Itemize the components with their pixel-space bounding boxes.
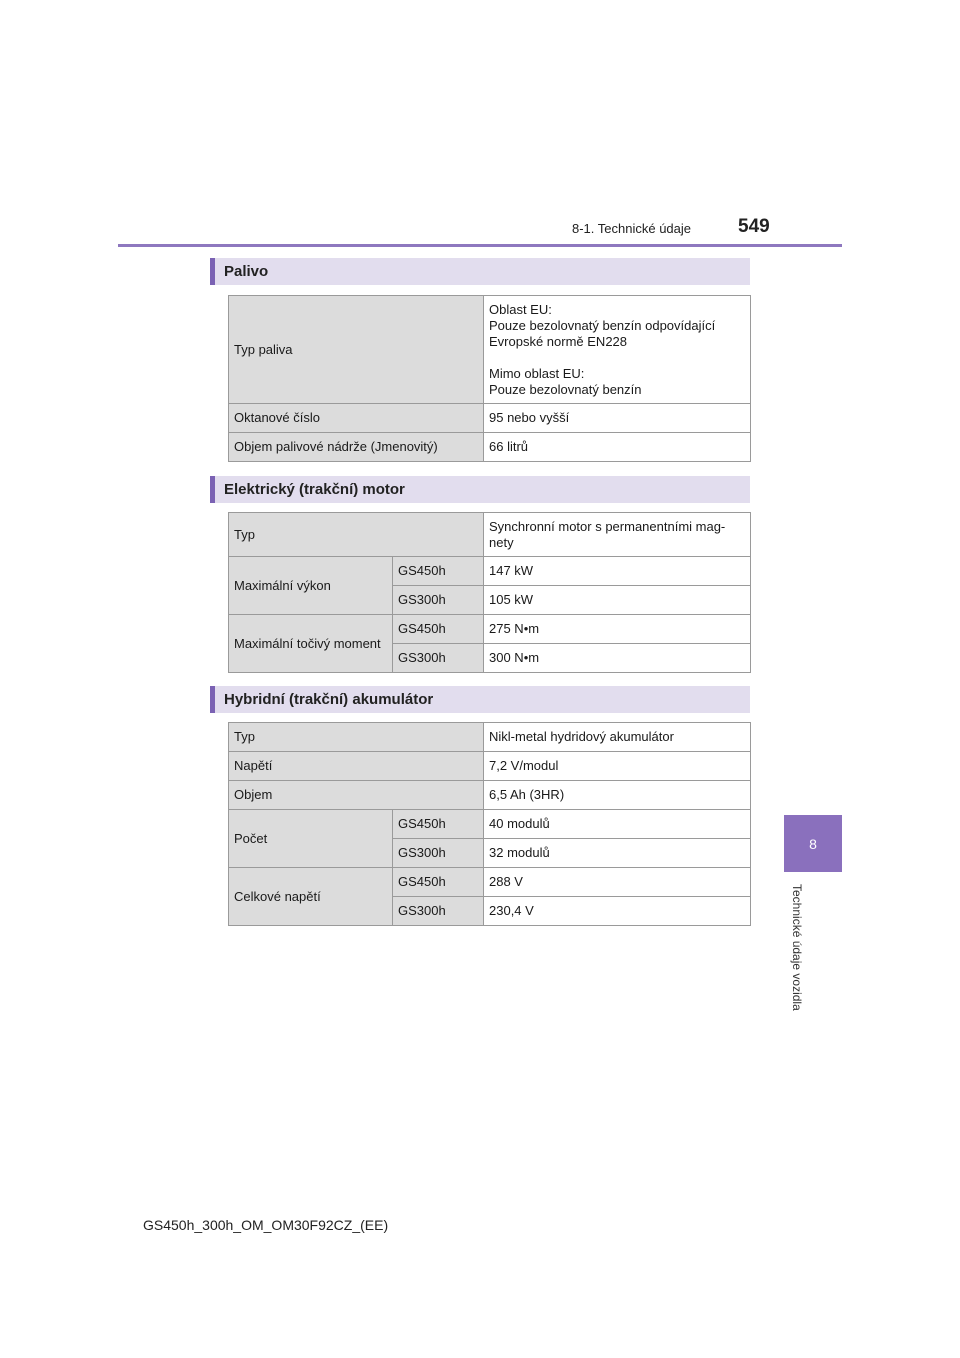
- section-title-motor: Elektrický (trakční) motor: [210, 476, 750, 503]
- page-number: 549: [738, 216, 770, 237]
- motor-type-label: Typ: [229, 513, 484, 557]
- battery-voltage-label: Napětí: [229, 752, 484, 781]
- battery-capacity-value: 6,5 Ah (3HR): [484, 781, 751, 810]
- battery-capacity-label: Objem: [229, 781, 484, 810]
- total-voltage-value: 288 V: [484, 868, 751, 897]
- table-row: [229, 557, 751, 586]
- table-row: [229, 868, 751, 897]
- section-title-battery: Hybridní (trakční) akumulátor: [210, 686, 750, 713]
- fuel-type-label: Typ paliva: [229, 296, 484, 404]
- model-label: GS450h: [393, 615, 484, 644]
- table-row: [229, 810, 751, 839]
- torque-value: 300 N•m: [484, 644, 751, 673]
- motor-table: [228, 512, 751, 673]
- header-rule: [118, 244, 842, 247]
- tank-label: Objem palivové nádrže (Jmenovitý): [229, 433, 484, 462]
- torque-value: 275 N•m: [484, 615, 751, 644]
- fuel-type-line: Pouze bezolovnatý benzín: [489, 381, 642, 397]
- chapter-tab[interactable]: 8: [784, 815, 842, 872]
- battery-voltage-value: 7,2 V/modul: [484, 752, 751, 781]
- fuel-type-line: Oblast EU:: [489, 301, 552, 317]
- chapter-label-text: Technické údaje vozidla: [790, 884, 804, 1011]
- battery-type-label: Typ: [229, 723, 484, 752]
- model-label: GS450h: [393, 810, 484, 839]
- model-label: GS300h: [393, 839, 484, 868]
- battery-type-value: Nikl-metal hydridový akumulátor: [484, 723, 751, 752]
- count-value: 32 modulů: [484, 839, 751, 868]
- chapter-label: [784, 884, 808, 1034]
- power-value: 147 kW: [484, 557, 751, 586]
- power-value: 105 kW: [484, 586, 751, 615]
- model-label: GS300h: [393, 644, 484, 673]
- fuel-type-line: [489, 350, 745, 366]
- section-title-fuel: Palivo: [210, 258, 750, 285]
- tank-value: 66 litrů: [484, 433, 751, 462]
- octane-label: Oktanové číslo: [229, 404, 484, 433]
- model-label: GS450h: [393, 868, 484, 897]
- count-label: Počet: [229, 810, 393, 868]
- header-section-title: 8-1. Technické údaje: [572, 221, 692, 236]
- total-voltage-label: Celkové napětí: [229, 868, 393, 926]
- table-row: [229, 723, 751, 752]
- table-row: [229, 752, 751, 781]
- battery-table: [228, 722, 751, 926]
- fuel-table: [228, 295, 751, 462]
- count-value: 40 modulů: [484, 810, 751, 839]
- table-row: [229, 296, 751, 404]
- table-row: [229, 513, 751, 557]
- model-label: GS300h: [393, 897, 484, 926]
- motor-type-value: Synchronní motor s permanentními mag-nety: [484, 513, 751, 557]
- table-row: [229, 615, 751, 644]
- footer-document-code: GS450h_300h_OM_OM30F92CZ_(EE): [143, 1217, 389, 1233]
- fuel-type-line: Evropské normě EN228: [489, 333, 628, 349]
- total-voltage-value: 230,4 V: [484, 897, 751, 926]
- power-label: Maximální výkon: [229, 557, 393, 615]
- fuel-type-value: [484, 296, 751, 404]
- table-row: [229, 433, 751, 462]
- octane-value: 95 nebo vyšší: [484, 404, 751, 433]
- torque-label: Maximální točivý moment: [229, 615, 393, 673]
- model-label: GS450h: [393, 557, 484, 586]
- table-row: [229, 781, 751, 810]
- fuel-type-line: Pouze bezolovnatý benzín odpovídající: [489, 317, 716, 333]
- model-label: GS300h: [393, 586, 484, 615]
- fuel-type-line: Mimo oblast EU:: [489, 365, 585, 381]
- table-row: [229, 404, 751, 433]
